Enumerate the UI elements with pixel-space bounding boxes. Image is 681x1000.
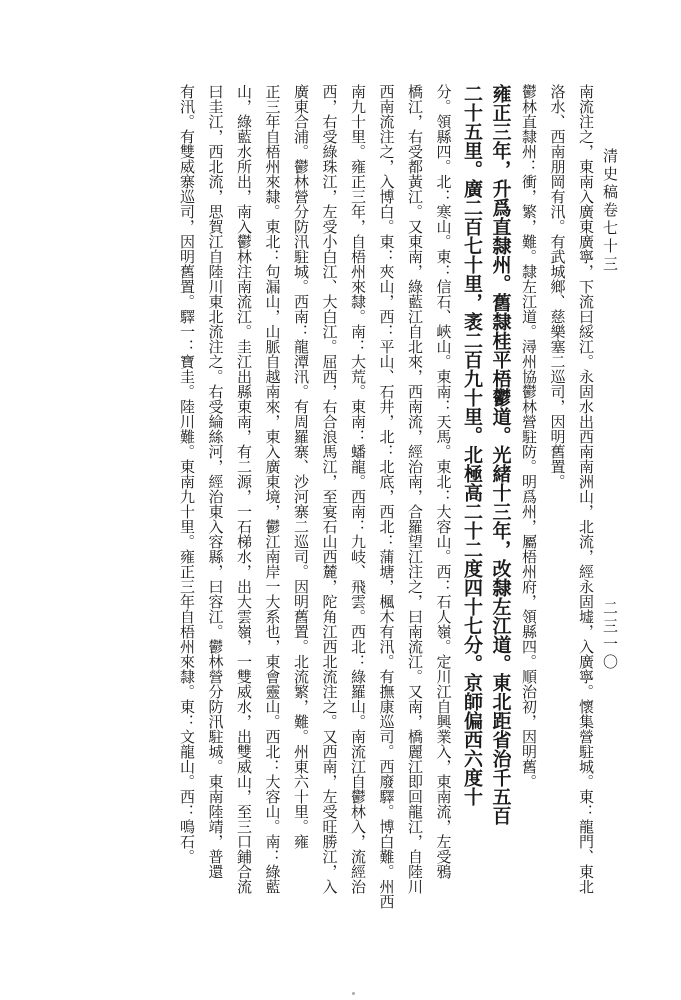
text-column: 南流注之，東南入廣東廣寧，下流曰綏江。永固水出西南南洲山，北流，經永固墟，入廣寧。懷集營駐城。東：龍門、東北 [577, 84, 595, 894]
text-column: 橋江，右受都黃江。又東南，綠藍江自北來，西南流，經治南，合羅望江注之，曰南流江。又南，橋麗江即回龍江，自陸川 [406, 84, 424, 894]
text-column: 正三年自梧州來隸。東北：句漏山，山脈自越南來，東入廣東境，鬱江南岸一大系也，東會靈山。西北：大容山。南：綠藍 [263, 84, 282, 894]
text-column: 山，綠藍水所出，南入鬱林注南流江。圭江出縣東南，有二源，一石梯水，出大雲嶺，一雙威水，出雙威山，至三口鋪合流 [235, 84, 253, 894]
text-column: 曰圭江，西北流，思賀江自陸川東北流注之。右受綸絲河，經治東入容縣，曰容江。鬱林營分防汛駐城。東南陸靖，普還 [206, 84, 225, 879]
text-column: 分。領縣四。北：寒山。東：信石、峽山。東南：天馬。東北：大容山。西：石人嶺。定川江自興業入，東南流，左受鴉 [434, 84, 453, 879]
text-column: 西，右受綠珠江，左受小白江、大白江。屈西，右合浪馬江，至宴石山西麓，陀角江西北流注之。又西南，左受旺勝江，入 [320, 84, 339, 894]
text-column: 洛水、西南朋岡有汛。有武城鄉、慈樂塞二巡司，因明舊置。 [548, 84, 567, 489]
text-column: 鬱林直隸州：衝，繁，難。隸左江道。潯州協鬱林營駐防。明爲州，屬梧州府，領縣四。順治初，因明舊。 [520, 84, 538, 789]
vertical-text-body [100, 84, 600, 909]
text-column: 有汛。有雙威寨巡司，因明舊置。驛一：寶圭。陸川難。東南九十里。雍正三年自梧州來隸。東：文龍山。西：鳴石。 [178, 84, 196, 864]
page-number: 二三一〇 [601, 600, 619, 672]
book-title-header: 清史稿卷七十三 [601, 148, 619, 274]
text-column: 廣東合浦。鬱林營分防汛駐城。西南：龍潭汛。有周羅寨、沙河寨二巡司。因明舊置。北流繁，難。州東六十里。雍 [292, 84, 310, 849]
text-column: 雍正三年，升爲直隸州。舊隸桂平梧鬱道。光緒十三年，改隸左江道。東北距省治千五百 [489, 84, 512, 825]
text-column: 西南流注之，入博白。東：夾山，西：平山、石井，北：北底，西北：蒲塘，楓木有汛。有撫康巡司。西廢驛。博白難。州西 [377, 84, 396, 909]
scan-speck [352, 992, 355, 995]
text-column: 二十五里。廣二百七十里，袤二百九十里。北極高二十二度四十七分。京師偏西六度十 [461, 84, 483, 806]
text-column: 南九十里。雍正三年，自梧州來隸。南：大荒。東南：蟠龍。西南：九岐、飛雲。西北：綠羅山。南流江自鬱林入，流經治 [349, 84, 367, 894]
